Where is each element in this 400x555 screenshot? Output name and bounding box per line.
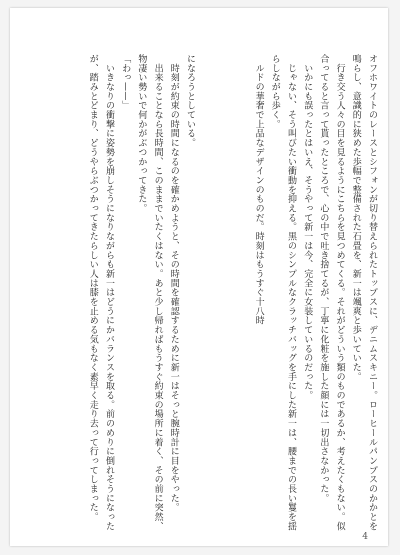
page-number: 4 <box>362 532 368 542</box>
document-page <box>10 8 388 546</box>
body-text-left-block: になろうとしている。 時刻が約束の時間になるのを確かめようと、その時間を確認するために新一はそっと腕時計に目をやった。 出来ることなら長時間、このままでいたくはない。あと少し帰ればもうすぐ約束の場所に着く、その前に突然、物凄い勢いで何かがぶつかってきた。 「わっ——」 いきなりの衝撃に姿勢を崩しそうになりながらも新一はどうにかバランスを取る。前のめりに倒れそうになったが、踏みとどまり、どうやらぶつかってきたらしい人は膝を止める気もなく素早く走り去って行ってしまった。 <box>87 54 195 531</box>
body-text-right-block: オフホワイトのレースとシフォンが切り替えられたトップスに、デニムスキニー。ローヒールパンプスのかかとを鳴らし、意識的に狭めた歩幅で整備された石畳を、新一は颯爽と歩いていた。 行き交う人々の目を見るようにこちらを見つめてくる。それがどういう類のものであるか、考えたくもない。似合ってると言って貰ったところで、心の中で吐き捨てるが、丁寧に化粧を施した顔には一切出さなかった。 いかにも誤ったとはいえ、そうやって新一は今、完全に女装しているのだった。 じゃない、そう叫びたい衝動を抑える。黒のシンプルなクラッチバッグを手にした新一は、腰までの長い鬘を揺らしながら歩く。 ルドの華奢で上品なデザインのものだ。時刻はもうすぐ十八時 <box>253 54 377 531</box>
